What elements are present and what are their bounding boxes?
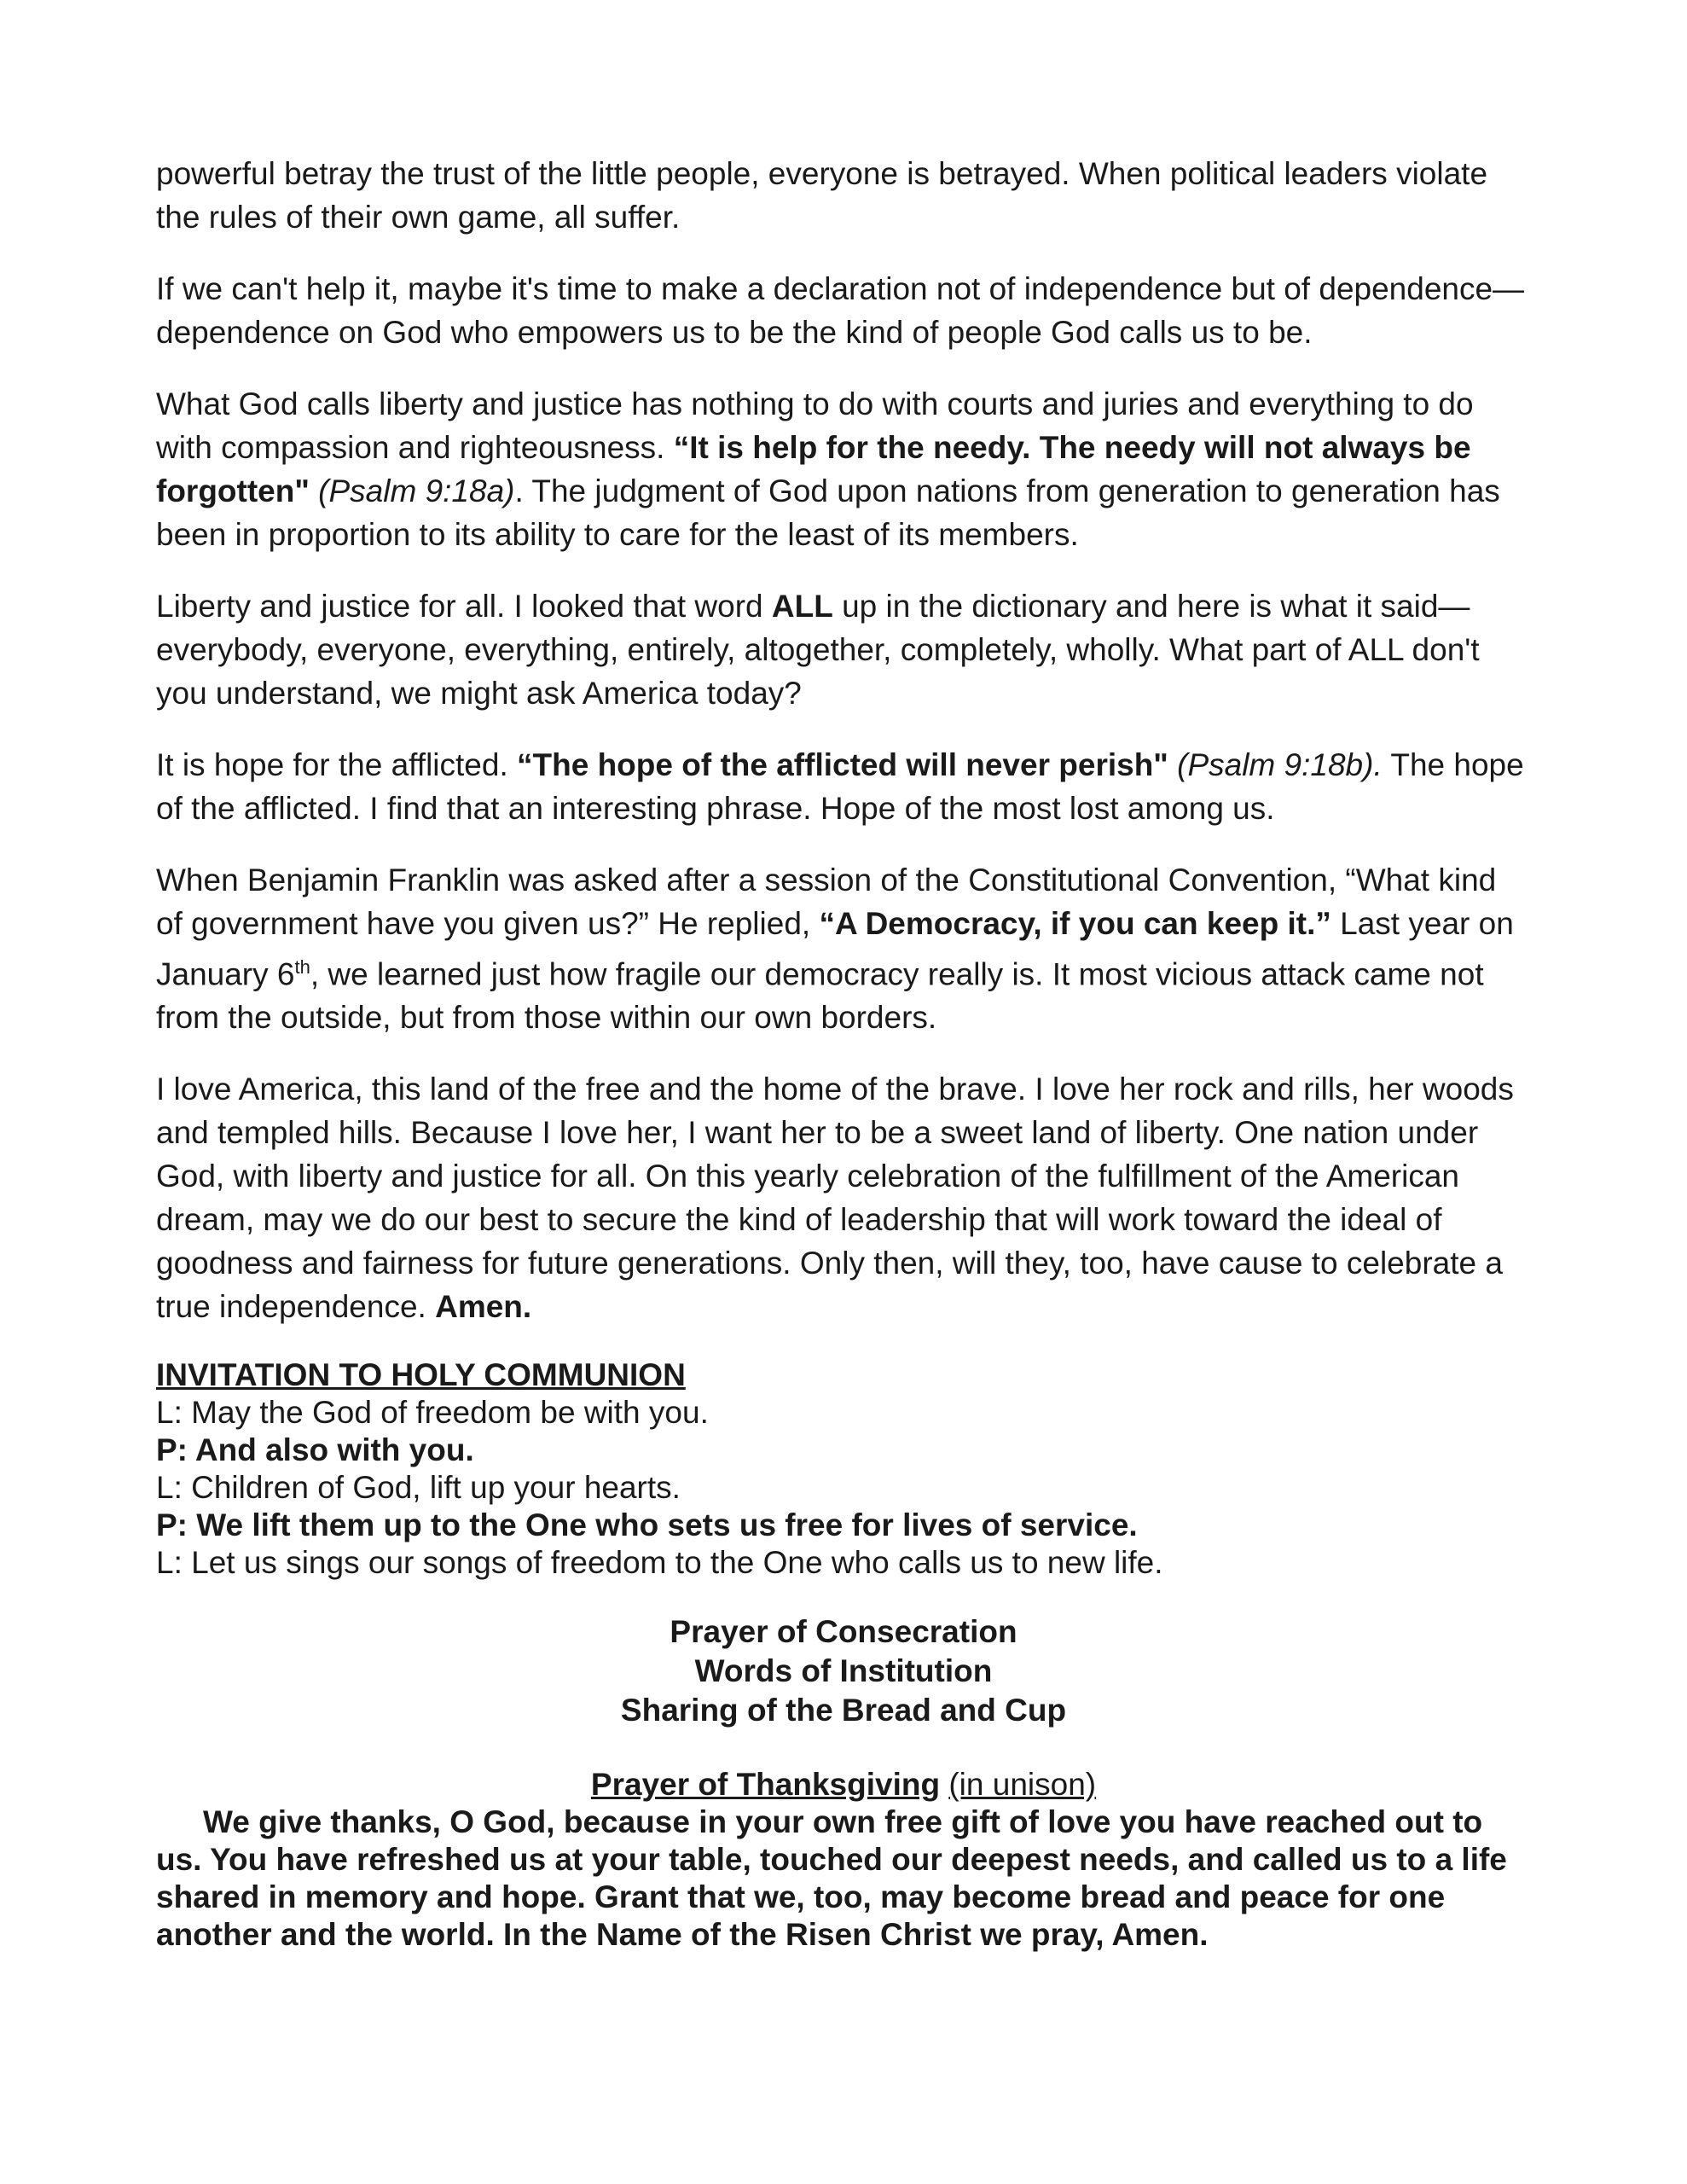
paragraph-6-quote: “A Democracy, if you can keep it.” xyxy=(819,906,1331,941)
title-sharing-bread-cup: Sharing of the Bread and Cup xyxy=(620,1693,1067,1728)
paragraph-2 xyxy=(156,267,1531,354)
document-page xyxy=(156,152,1531,1954)
paragraph-3 xyxy=(156,382,1531,556)
paragraph-6-text-a: When Benjamin Franklin was asked after a session of the Constitutional Convention, “What kind of government have you given us?” He replied, xyxy=(156,863,1497,941)
liturgy-line-leader: L: Children of God, lift up your hearts. xyxy=(156,1470,681,1506)
liturgy-line-people: P: And also with you. xyxy=(156,1432,474,1468)
paragraph-3-text-d: . The judgment of God upon nations from generation to generation has been in proportion to its ability to care for the least of its members. xyxy=(156,473,1500,552)
paragraph-3-citation: (Psalm 9:18a) xyxy=(309,473,515,508)
thanksgiving-prayer: We give thanks, O God, because in your own free gift of love you have reached out to us. You have refreshed us at your table, touched our deepest needs, and called us to a life shared in memory and hope. Grant that we, too, may become bread and peace for one another and the world. In the Name of the Risen Christ we pray, Amen. xyxy=(156,1804,1507,1953)
paragraph-5-text-d: The hope of the afflicted. I find that an interesting phrase. Hope of the most lost among us. xyxy=(156,747,1524,826)
paragraph-3-text-a: What God calls liberty and justice has nothing to do with courts and juries and everything to do with compassion and righteousness. xyxy=(156,386,1474,465)
paragraph-1-text: powerful betray the trust of the little people, everyone is betrayed. When political leaders violate the rules of their own game, all suffer. xyxy=(156,156,1488,235)
paragraph-4 xyxy=(156,584,1531,715)
paragraph-6 xyxy=(156,858,1531,1039)
paragraph-6-text-d: , we learned just how fragile our democracy really is. It most vicious attack came not from the outside, but from those within our own borders. xyxy=(156,956,1484,1036)
liturgy-line-leader: L: Let us sings our songs of freedom to the One who calls us to new life. xyxy=(156,1545,1163,1581)
paragraph-4-text-a: Liberty and justice for all. I looked that word xyxy=(156,589,772,624)
title-prayer-of-consecration: Prayer of Consecration xyxy=(670,1614,1017,1650)
title-words-of-institution: Words of Institution xyxy=(694,1653,993,1689)
thanksgiving-note: (in unison) xyxy=(948,1767,1097,1803)
paragraph-5-quote: “The hope of the afflicted will never perish" xyxy=(517,747,1168,782)
paragraph-7-amen: Amen. xyxy=(435,1289,532,1325)
paragraph-6-text-c: Last year on January 6 xyxy=(156,906,1514,992)
service-order-titles xyxy=(156,1612,1531,1730)
paragraph-2-text: If we can't help it, maybe it's time to make a declaration not of independence but of dependence—dependence on God who empowers us to be the kind of people God calls us to be. xyxy=(156,271,1525,350)
paragraph-5-citation: (Psalm 9:18b). xyxy=(1168,747,1383,782)
paragraph-1 xyxy=(156,152,1531,239)
paragraph-4-text-c: up in the dictionary and here is what it said—everybody, everyone, everything, entirely, altogether, completely, wholly. What part of ALL don't you understand, we might ask America today? xyxy=(156,589,1480,711)
paragraph-4-emphasis: ALL xyxy=(771,589,833,624)
communion-heading: INVITATION TO HOLY COMMUNION xyxy=(156,1357,686,1393)
liturgy-line-leader: L: May the God of freedom be with you. xyxy=(156,1395,709,1431)
paragraph-5-text-a: It is hope for the afflicted. xyxy=(156,747,518,782)
thanksgiving-heading xyxy=(156,1766,1531,1804)
thanksgiving-title: Prayer of Thanksgiving xyxy=(590,1767,941,1803)
paragraph-3-quote: “It is help for the needy. The needy will not always be forgotten" xyxy=(156,430,1471,508)
paragraph-6-superscript: th xyxy=(294,956,310,978)
paragraph-7-text-a: I love America, this land of the free and the home of the brave. I love her rock and rills, her woods and templed hills. Because I love her, I want her to be a sweet land of liberty. One nation under God, with liberty and justice for all. On this yearly celebration of the fulfillment of the American dream, may we do our best to secure the kind of leadership that will work toward the ideal of goodness and fairness for future generations. Only then, will they, too, have cause to celebrate a true independence. xyxy=(156,1072,1514,1325)
liturgy-line-people: P: We lift them up to the One who sets us free for lives of service. xyxy=(156,1507,1138,1543)
paragraph-7 xyxy=(156,1067,1531,1328)
paragraph-5 xyxy=(156,743,1531,830)
communion-liturgy xyxy=(156,1394,1531,1582)
